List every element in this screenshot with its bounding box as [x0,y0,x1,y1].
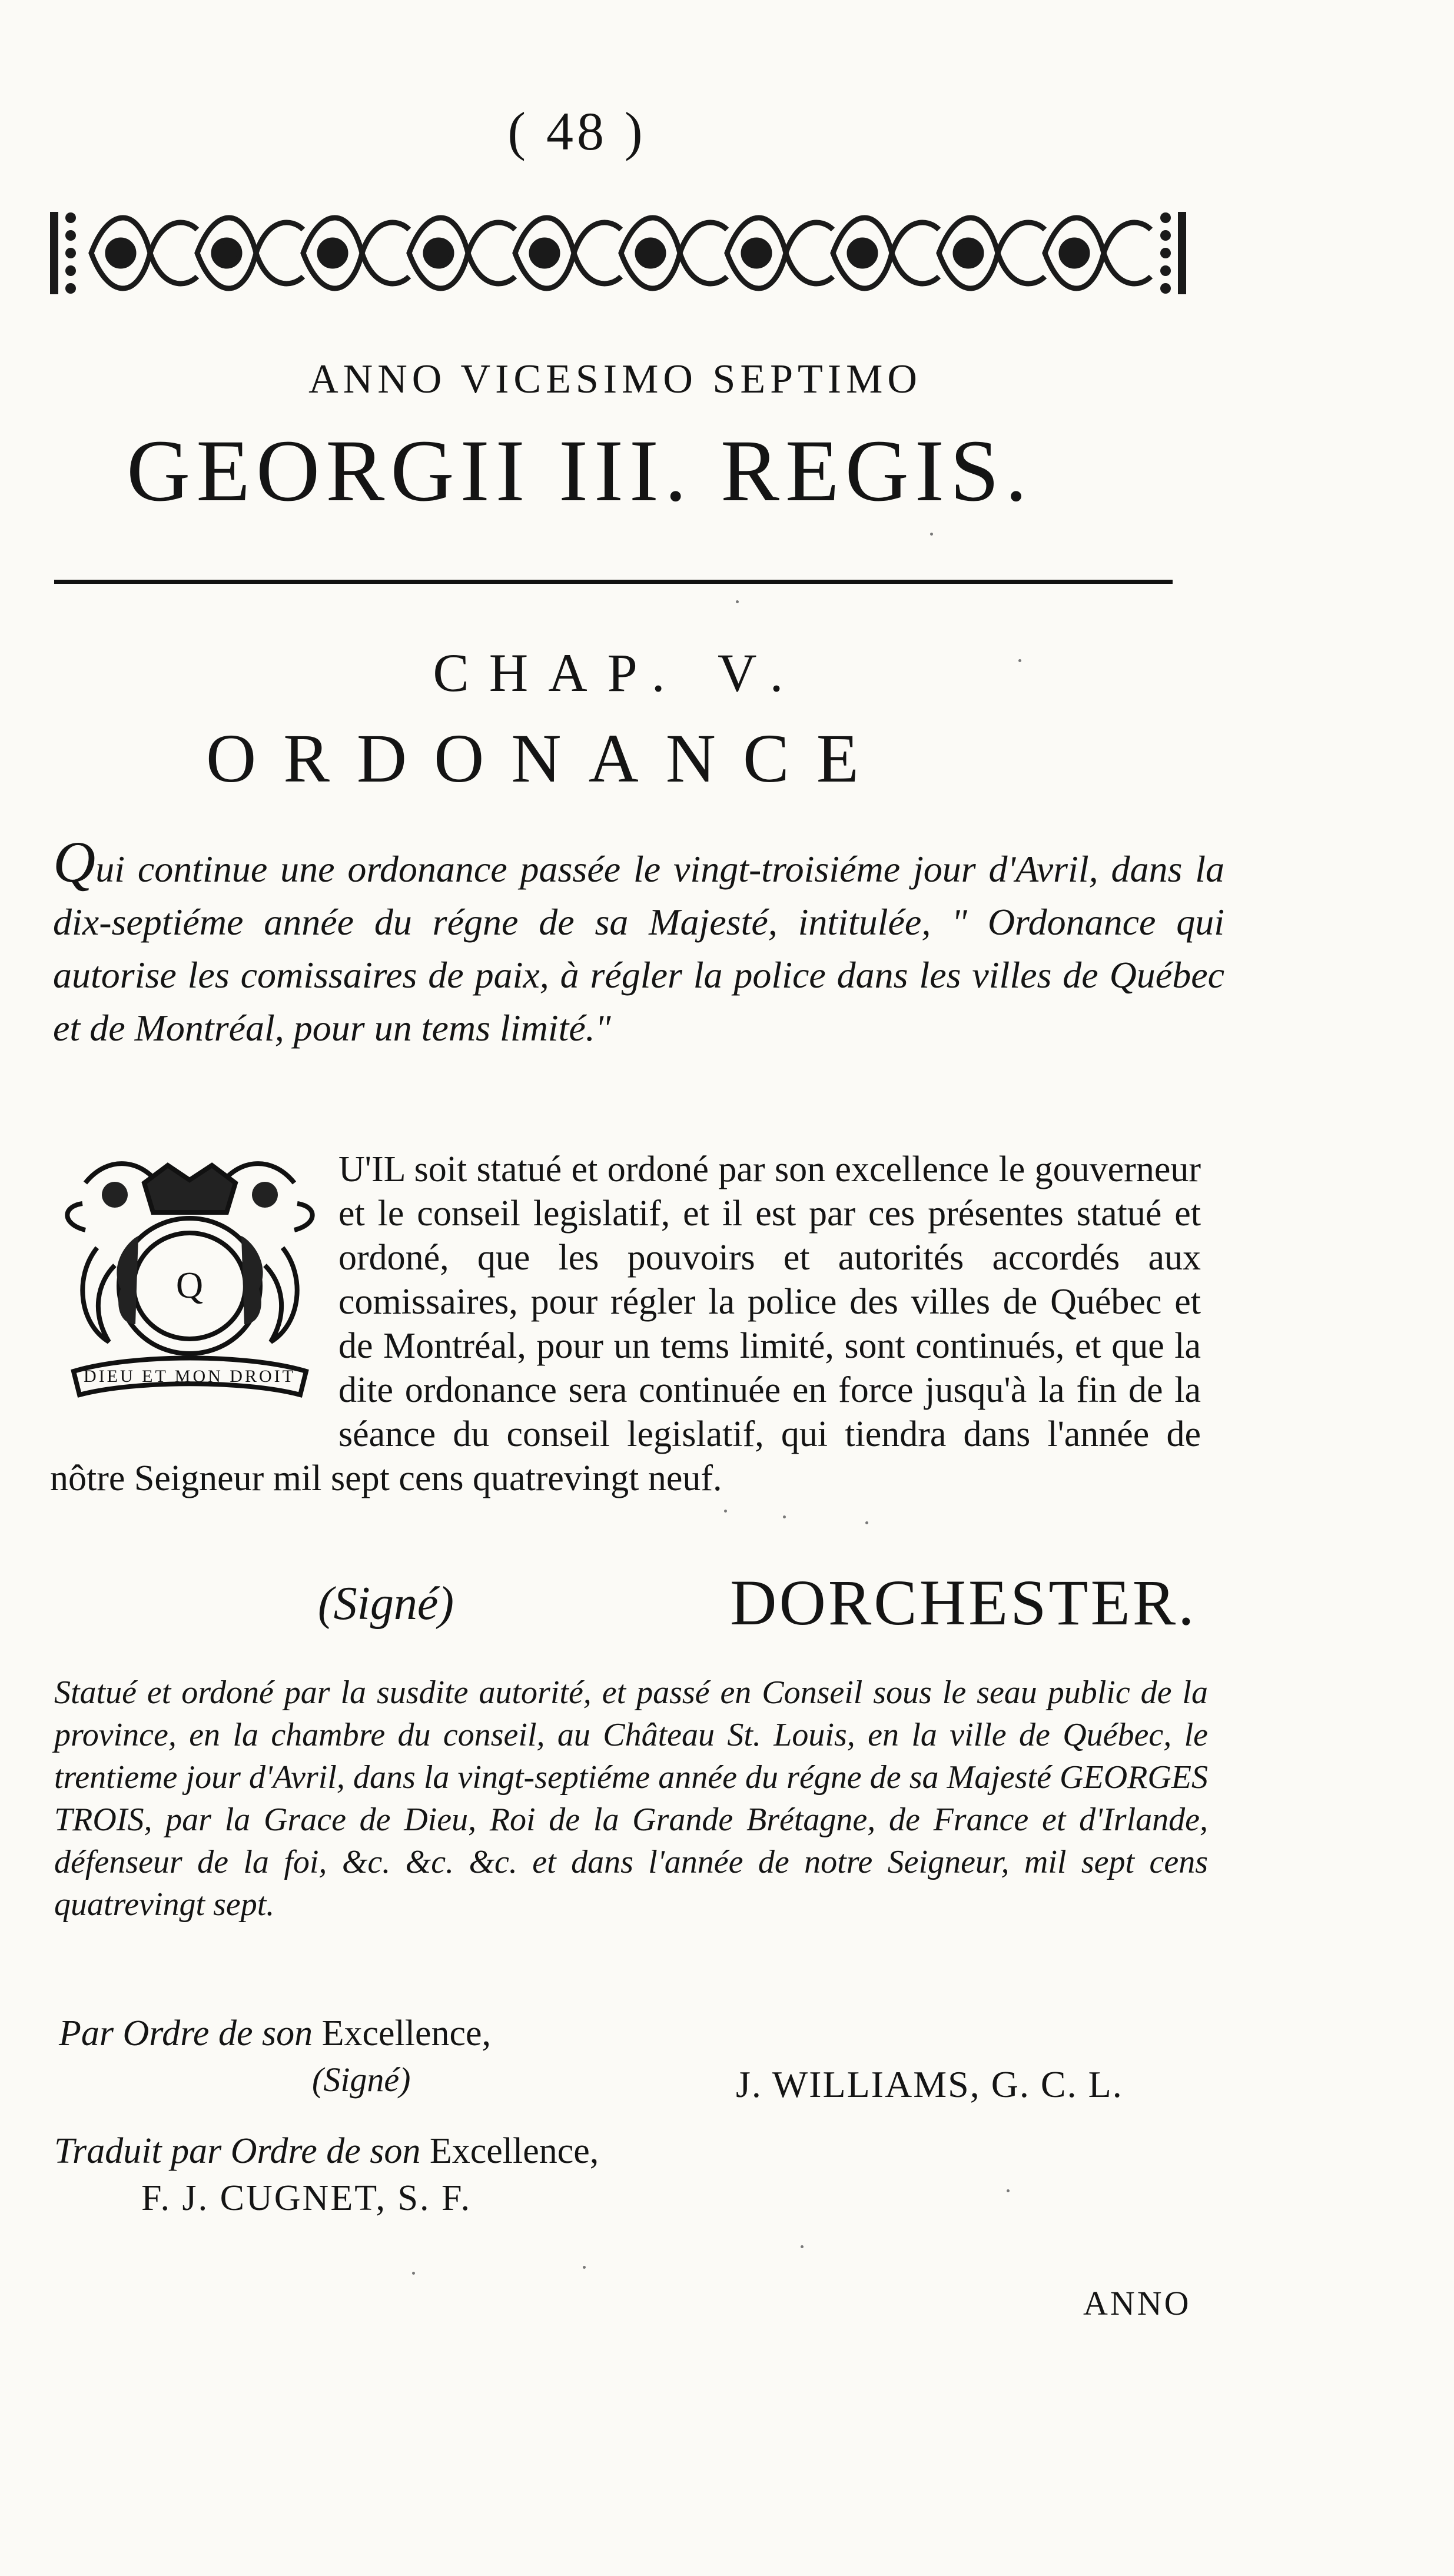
signe-label: (Signé) [318,1578,454,1630]
signature-row [0,1554,1454,1636]
decorative-ornament-band [50,194,1186,312]
page-number: ( 48 ) [507,101,646,161]
ordinance-body [50,1148,1201,1501]
summary-dropcap: Q [53,829,96,895]
regis-heading: GEORGII III. REGIS. [127,422,1033,520]
translation-text: Traduit par Ordre de son [54,2131,421,2171]
chapter-number: CHAP. V. [433,643,804,703]
body-text: U'IL soit statué et ordoné par son excellence le gouverneur et le conseil legislatif, et il est par ces présentes statué et ordoné, que les pouvoirs et autorités accordés aux comissaires, pour régler la police des villes de Québec et de Montréal, pour un tems limité, sont continués, et que la dite ordonance sera continuée en force jusqu'à la fin de la séance du conseil legislatif, qui tiendra dans l'année de nôtre Seigneur mil sept cens quatrevingt neuf. [50,1149,1201,1498]
emblem-motto: DIEU ET MON DROIT [84,1367,296,1386]
signatory-name: DORCHESTER. [730,1567,1197,1638]
translation-line [54,2130,599,2172]
by-order-line [59,2013,491,2055]
translation-excellence: Excellence, [429,2131,599,2171]
enactment-clause: Statué et ordoné par la susdite autorité, et passé en Conseil sous le seau public de la province, en la chambre du conseil, au Château St. Louis, en la ville de Québec, le trentieme jour d'Avril, dans la vingt-septiéme année du régne de sa Majesté GEORGES TROIS, par la Grace de Dieu, Roi de la Grande Brétagne, de France et d'Irlande, défenseur de la foi, &c. &c. &c. et dans l'année de notre Seigneur, mil sept cens quatrevingt sept. [54,1674,1208,1923]
ordinance-summary [53,829,1224,1055]
by-order-text: Par Ordre de son [59,2013,313,2053]
ordonance-title: ORDONANCE [206,720,886,797]
clerk-name: J. WILLIAMS, G. C. L. [736,2063,1123,2105]
by-order-excellence: Excellence, [321,2013,492,2053]
horizontal-rule [54,580,1173,584]
catchword: ANNO [1083,2284,1191,2322]
regnal-year-line: ANNO VICESIMO SEPTIMO [308,357,922,402]
clerk-signe-label: (Signé) [312,2060,411,2099]
summary-text: ui continue une ordonance passée le vingt-troisiéme jour d'Avril, dans la dix-septiéme année du régne de sa Majesté, intitulée, " Ordonance qui autorise les comissaires de paix, à régler la police dans les villes de Québec et de Montréal, pour un tems limité." [53,848,1224,1049]
translator-name: F. J. CUGNET, S. F. [141,2178,472,2218]
emblem-float-space [50,1148,338,1454]
emblem-letter: Q [175,1264,204,1306]
